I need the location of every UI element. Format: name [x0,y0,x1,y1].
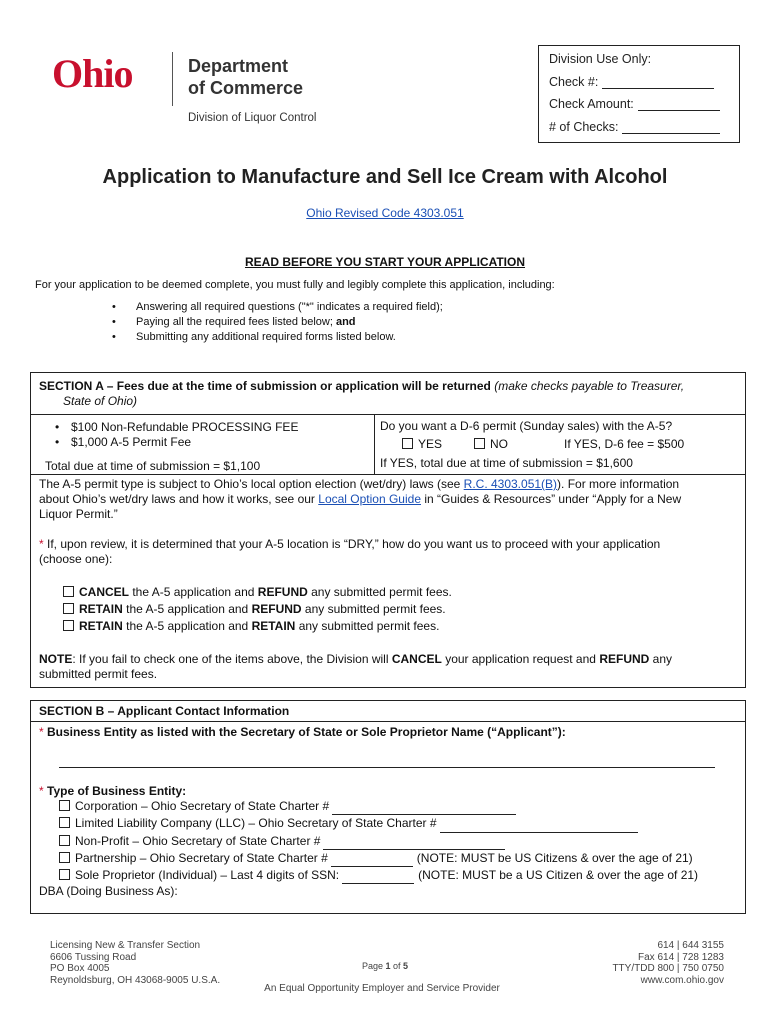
dry-options [63,584,452,635]
read-before-heading: READ BEFORE YOU START YOUR APPLICATION [244,255,526,269]
checkbox-icon[interactable] [59,869,70,880]
footer-contact: 614 | 644 3155 Fax 614 | 728 1283 TTY/TDD 800 | 750 0750 www.com.ohio.gov [612,940,724,986]
section-a-heading: SECTION A – Fees due at the time of submission or application will be returned (make checks payable to Treasurer, State of Ohio) [39,379,685,408]
fee-a5-permit: • $1,000 A-5 Permit Fee [51,435,298,450]
checkbox-icon[interactable] [63,620,74,631]
footer-address: Licensing New & Transfer Section 6606 Tussing Road PO Box 4005 Reynoldsburg, OH 43068-9005 U.S.A. [50,940,221,986]
partnership-charter-field[interactable] [331,854,413,867]
section-a [30,372,746,688]
total-a5: Total due at time of submission = $1,100 [45,459,261,473]
nonprofit-charter-field[interactable] [323,837,505,850]
required-asterisk: * [39,784,44,798]
check-number-row [549,75,714,89]
checkbox-icon[interactable] [474,438,485,449]
dry-option-retain-refund[interactable]: RETAIN the A-5 application and REFUND any submitted permit fees. [63,601,452,618]
num-checks-row [549,120,720,134]
ssn-last4-field[interactable] [342,871,414,884]
check-number-label: Check #: [549,75,599,89]
num-checks-field[interactable] [622,121,720,134]
entity-option-sole-proprietor[interactable]: Sole Proprietor (Individual) – Last 4 digits of SSN: (NOTE: MUST be a US Citizen & over the age of 21) [59,867,698,884]
checkbox-icon[interactable] [63,603,74,614]
d6-no-option[interactable]: NO [474,437,508,451]
logo-divider [172,52,173,106]
check-amount-field[interactable] [638,98,720,111]
checkbox-icon[interactable] [59,852,70,863]
entity-option-llc[interactable]: Limited Liability Company (LLC) – Ohio Secretary of State Charter # [59,815,698,832]
required-asterisk: * [39,537,44,551]
llc-charter-field[interactable] [440,820,638,833]
dry-option-retain-retain[interactable]: RETAIN the A-5 application and RETAIN any submitted permit fees. [63,618,452,635]
list-item: • Answering all required questions ("*" indicates a required field); [110,300,443,315]
entity-type-label: * Type of Business Entity: [39,784,187,798]
logo-of-commerce: of Commerce [188,78,304,98]
entity-type-options [59,798,698,884]
fees-divider [31,474,745,475]
section-a-note: NOTE: If you fail to check one of the items above, the Division will CANCEL your application request and REFUND any submitted permit fees. [39,652,673,681]
check-amount-label: Check Amount: [549,97,634,111]
ohio-commerce-logo [52,50,342,130]
logo-division: Division of Liquor Control [188,112,317,124]
logo-ohio-word: Ohio [52,51,133,96]
page-number: Page 1 of 5 [361,961,409,971]
fee-list [51,420,298,450]
entity-option-partnership[interactable]: Partnership – Ohio Secretary of State Charter # (NOTE: MUST be US Citizens & over the age of 21) [59,850,698,867]
d6-yes-option[interactable]: YES [402,437,442,451]
footer-website-link[interactable]: www.com.ohio.gov [640,974,724,986]
section-b-header-bar [31,701,745,722]
fee-processing: • $100 Non-Refundable PROCESSING FEE [51,420,298,435]
checkbox-icon[interactable] [59,817,70,828]
required-asterisk: * [39,725,44,739]
entity-name-field[interactable] [59,767,715,768]
fees-right-cell [374,414,745,475]
check-number-field[interactable] [602,76,714,89]
entity-name-label: * Business Entity as listed with the Secretary of State or Sole Proprietor Name (“Applicant”): [39,725,566,739]
page-title: Application to Manufacture and Sell Ice Cream with Alcohol [102,166,668,188]
d6-total: If YES, total due at time of submission = $1,600 [380,456,633,470]
section-b-heading: SECTION B – Applicant Contact Information [39,704,290,718]
rc-4303-051b-link[interactable]: R.C. 4303.051(B) [463,477,558,491]
entity-option-corporation[interactable]: Corporation – Ohio Secretary of State Charter # [59,798,698,815]
checkbox-icon[interactable] [59,835,70,846]
entity-option-nonprofit[interactable]: Non-Profit – Ohio Secretary of State Charter # [59,833,698,850]
intro-text: For your application to be deemed complete, you must fully and legibly complete this application, including: [35,279,555,291]
corporation-charter-field[interactable] [332,802,516,815]
ohio-revised-code-link[interactable]: Ohio Revised Code 4303.051 [306,206,464,220]
section-b [30,700,746,914]
equal-opportunity-text: An Equal Opportunity Employer and Service Provider [264,983,500,994]
check-amount-row [549,97,720,111]
local-option-guide-link[interactable]: Local Option Guide [318,492,421,506]
num-checks-label: # of Checks: [549,120,619,134]
list-item: • Submitting any additional required forms listed below. [110,330,443,345]
division-use-only-box [538,45,740,143]
division-use-title: Division Use Only: [549,52,652,66]
fees-left-cell [31,414,375,475]
intro-bullet-list [110,300,443,345]
logo-department: Department [188,56,289,76]
dry-option-cancel-refund[interactable]: CANCEL the A-5 application and REFUND any submitted permit fees. [63,584,452,601]
dba-label: DBA (Doing Business As): [39,884,178,898]
checkbox-icon[interactable] [63,586,74,597]
dry-question: * If, upon review, it is determined that your A-5 location is “DRY,” how do you want us to proceed with your application (choose one): [39,537,661,566]
d6-fee: If YES, D-6 fee = $500 [564,437,685,451]
checkbox-icon[interactable] [402,438,413,449]
checkbox-icon[interactable] [59,800,70,811]
d6-question: Do you want a D-6 permit (Sunday sales) with the A-5? [380,419,673,433]
local-option-paragraph: The A-5 permit type is subject to Ohio’s local option election (wet/dry) laws (see R.C. 4303.051(B)). For more information about Ohio’s wet/dry laws and how it works, see our Local Option Guide in “Guides & Resources” under “Apply for a New Liquor Permit.” [39,477,682,521]
list-item: • Paying all the required fees listed below; and [110,315,443,330]
